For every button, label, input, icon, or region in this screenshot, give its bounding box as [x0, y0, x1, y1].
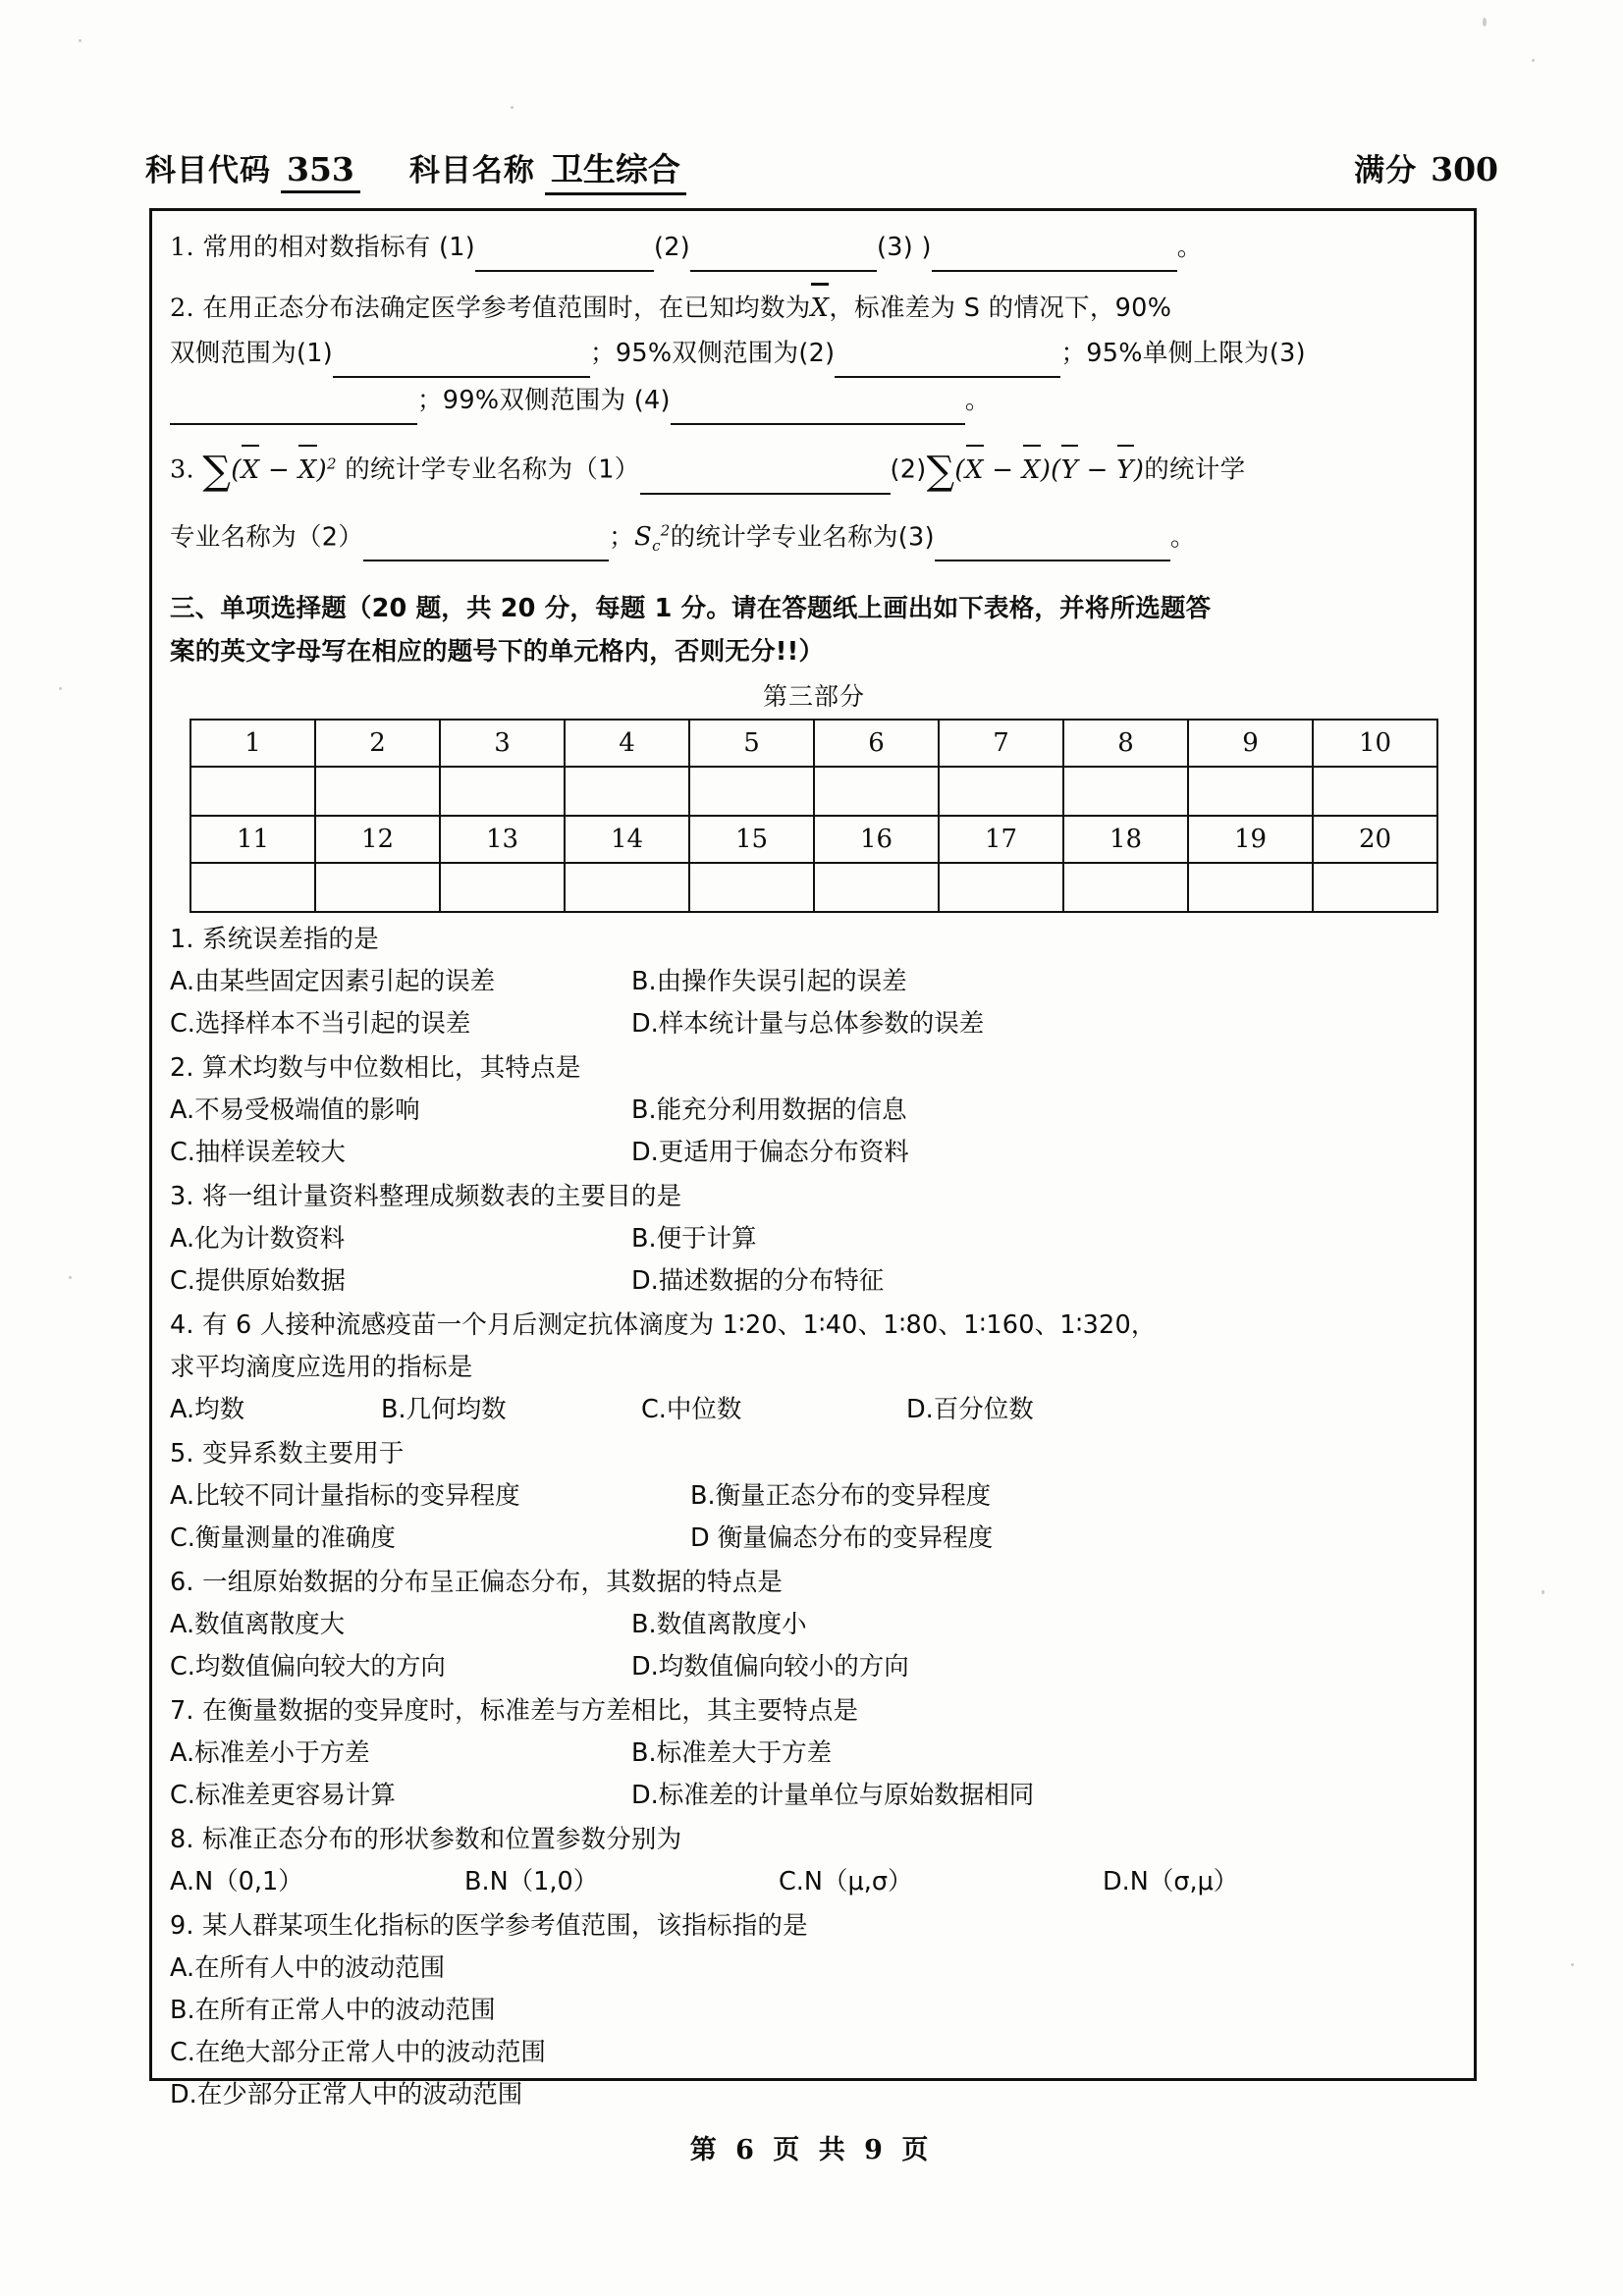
question-stem: 8. 标准正态分布的形状参数和位置参数分别为	[170, 1824, 682, 1854]
grid-answer-cell[interactable]	[315, 863, 440, 912]
mc-question-9	[170, 1905, 1458, 2116]
grid-answer-cell[interactable]	[1063, 767, 1188, 816]
scan-speckle	[69, 1276, 72, 1279]
scan-speckle	[1532, 59, 1535, 62]
answer-grid-answer-row-1[interactable]	[190, 767, 1437, 816]
fib2-l2c: ；95%单侧上限为(3)	[1060, 339, 1306, 368]
fib2-blank-2[interactable]	[835, 331, 1060, 378]
grid-number-cell: 10	[1313, 720, 1437, 767]
grid-answer-cell[interactable]	[814, 863, 939, 912]
fib2-l3a: ；99%双侧范围为 (4)	[417, 386, 671, 415]
footer-text-a: 第	[689, 2135, 722, 2165]
answer-grid-number-row-2	[190, 816, 1437, 863]
option-d[interactable]: D.均数值偏向较小的方向	[631, 1651, 909, 1682]
fib1-part2: (2)	[653, 233, 691, 262]
mc-question-2	[170, 1047, 1458, 1174]
grid-answer-cell[interactable]	[939, 767, 1063, 816]
fib3-l2end: 。	[1169, 522, 1196, 553]
fib2-l2a: 双侧范围为(1)	[170, 339, 334, 368]
question-stem: 1. 系统误差指的是	[170, 924, 379, 954]
sc-squared-symbol: $S_c^2$	[633, 521, 671, 556]
option-c[interactable]: C.衡量测量的准确度	[170, 1522, 396, 1553]
mc-question-3	[170, 1176, 1458, 1303]
question-options	[170, 1604, 1458, 1688]
question-stem-cont: 求平均滴度应选用的指标是	[170, 1352, 473, 1382]
grid-answer-cell[interactable]	[190, 863, 315, 912]
option-c[interactable]: C.提供原始数据	[170, 1265, 346, 1296]
grid-number-cell: 14	[565, 816, 689, 863]
exam-header	[145, 144, 1500, 199]
question-options	[170, 1218, 1458, 1303]
option-c[interactable]: C.均数值偏向较大的方向	[170, 1651, 446, 1682]
footer-total-pages: 9	[864, 2135, 888, 2165]
grid-number-cell: 17	[939, 816, 1063, 863]
grid-answer-cell[interactable]	[689, 863, 814, 912]
fill-blank-question-2-line2	[170, 331, 1458, 378]
grid-answer-cell[interactable]	[1313, 863, 1437, 912]
fill-blank-question-2-line1	[170, 286, 1458, 331]
grid-answer-cell[interactable]	[315, 767, 440, 816]
question-box	[149, 208, 1477, 2109]
option-d[interactable]: D.描述数据的分布特征	[631, 1265, 885, 1296]
option-row	[170, 1218, 1458, 1260]
option-c[interactable]: C.标准差更容易计算	[170, 1780, 396, 1810]
subject-name-label: 科目名称	[408, 153, 535, 188]
grid-answer-cell[interactable]	[1188, 767, 1313, 816]
option-b[interactable]: B.数值离散度小	[631, 1609, 807, 1639]
page-footer	[0, 2128, 1623, 2166]
option-c[interactable]: C.抽样误差较大	[170, 1137, 346, 1167]
question-options	[170, 1475, 1458, 1560]
option-c[interactable]: C.N（μ,σ）	[779, 1866, 913, 1896]
fib1-part1: (1)	[438, 233, 475, 262]
grid-number-cell: 15	[689, 816, 814, 863]
option-b[interactable]: B.衡量正态分布的变异程度	[690, 1480, 992, 1511]
fib3-l1a: 的统计学专业名称为（1）	[345, 454, 640, 485]
option-row	[170, 1132, 1458, 1174]
grid-answer-cell[interactable]	[1313, 767, 1437, 816]
option-d[interactable]: D.更适用于偏态分布资料	[631, 1137, 909, 1167]
full-score-group	[1354, 145, 1500, 189]
subject-code-value: 353	[281, 150, 360, 193]
option-a[interactable]: A.标准差小于方差	[170, 1737, 370, 1768]
option-row	[170, 1260, 1458, 1303]
option-row	[170, 1733, 1458, 1775]
scan-speckle	[1483, 18, 1487, 27]
grid-number-cell: 18	[1063, 816, 1188, 863]
option-d[interactable]: D.样本统计量与总体参数的误差	[631, 1008, 985, 1039]
question-box-inner	[152, 211, 1474, 2116]
grid-number-cell: 20	[1313, 816, 1437, 863]
full-score-label: 满分	[1354, 153, 1418, 188]
fib2-blank-3[interactable]	[170, 378, 417, 425]
option-row	[170, 1646, 1458, 1688]
option-row	[170, 1518, 1458, 1560]
answer-grid-number-row-1	[190, 720, 1437, 767]
grid-answer-cell[interactable]	[1063, 863, 1188, 912]
sum-sq-formula: $\sum(X - X)^2$	[202, 448, 337, 494]
option-d[interactable]: D.N（σ,μ）	[1103, 1866, 1239, 1896]
fib1-blank-1[interactable]	[475, 225, 654, 272]
fib3-l1b: (2)	[890, 454, 927, 485]
grid-number-cell: 12	[315, 816, 440, 863]
option-c[interactable]: C.在绝大部分正常人中的波动范围	[170, 2037, 546, 2067]
option-a[interactable]: A.数值离散度大	[170, 1609, 346, 1639]
question-stem: 7. 在衡量数据的变异度时，标准差与方差相比，其主要特点是	[170, 1695, 859, 1726]
scan-speckle	[1542, 1590, 1544, 1594]
grid-answer-cell[interactable]	[440, 863, 565, 912]
mc-question-6	[170, 1562, 1458, 1688]
grid-answer-cell[interactable]	[939, 863, 1063, 912]
sum-cross-formula: ∑(X − X)(Y − Y)	[926, 448, 1145, 494]
section-3-heading-line1: 三、单项选择题（20 题，共 20 分，每题 1 分。请在答题纸上画出如下表格，并将所选题答	[170, 593, 1212, 623]
x-bar-symbol: X	[811, 286, 830, 331]
answer-grid-answer-row-2[interactable]	[190, 863, 1437, 912]
fib3-l2c: 的统计学专业名称为(3)	[670, 522, 935, 553]
scan-speckle	[59, 687, 62, 690]
option-d[interactable]: D 衡量偏态分布的变异程度	[690, 1522, 994, 1553]
grid-number-cell: 7	[939, 720, 1063, 767]
fib3-l2a: 专业名称为（2）	[170, 522, 364, 553]
option-row	[170, 1475, 1458, 1518]
mc-question-1	[170, 919, 1458, 1045]
scan-speckle	[511, 106, 514, 109]
subject-name-value: 卫生综合	[545, 144, 686, 195]
option-d[interactable]: D.百分位数	[906, 1394, 1034, 1424]
fib3-blank-3[interactable]	[935, 514, 1170, 561]
fib2-number: 2.	[170, 294, 194, 323]
grid-number-cell: 13	[440, 816, 565, 863]
grid-number-cell: 6	[814, 720, 939, 767]
grid-number-cell: 2	[315, 720, 440, 767]
mc-question-4	[170, 1305, 1458, 1431]
option-b[interactable]: B.N（1,0）	[464, 1866, 599, 1896]
question-options	[170, 961, 1458, 1045]
option-row	[170, 1604, 1458, 1646]
fib2-blank-4[interactable]	[671, 378, 965, 425]
option-a[interactable]: A.不易受极端值的影响	[170, 1095, 420, 1125]
option-a[interactable]: A.均数	[170, 1394, 245, 1424]
option-b[interactable]: B.能充分利用数据的信息	[631, 1095, 907, 1125]
fib1-blank-3[interactable]	[932, 225, 1177, 272]
option-c[interactable]: C.选择样本不当引起的误差	[170, 1008, 471, 1039]
footer-page-number: 6	[735, 2135, 759, 2165]
grid-number-cell: 11	[190, 816, 315, 863]
grid-answer-cell[interactable]	[565, 767, 689, 816]
section-3-heading-line2: 案的英文字母写在相应的题号下的单元格内，否则无分!!）	[170, 636, 825, 667]
option-a[interactable]: A.N（0,1）	[170, 1866, 303, 1896]
option-b[interactable]: B.由操作失误引起的误差	[631, 966, 907, 996]
grid-answer-cell[interactable]	[1188, 863, 1313, 912]
grid-number-cell: 3	[440, 720, 565, 767]
grid-answer-cell[interactable]	[190, 767, 315, 816]
grid-number-cell: 16	[814, 816, 939, 863]
answer-grid[interactable]	[189, 719, 1438, 913]
option-a[interactable]: A.在所有人中的波动范围	[170, 1952, 446, 1983]
fib2-text-a: 在用正态分布法确定医学参考值范围时，在已知均数为	[202, 294, 811, 323]
scan-speckle	[79, 39, 81, 42]
fill-blank-question-3-line1	[170, 441, 1458, 495]
fib1-blank-2[interactable]	[690, 225, 877, 272]
fib1-text: 常用的相对数指标有	[202, 233, 431, 262]
question-options	[170, 1733, 1458, 1817]
grid-number-cell: 1	[190, 720, 315, 767]
fib1-number: 1.	[170, 233, 194, 262]
option-row	[170, 961, 1458, 1003]
mc-question-5	[170, 1433, 1458, 1560]
question-stem: 9. 某人群某项生化指标的医学参考值范围，该指标指的是	[170, 1910, 808, 1941]
option-b[interactable]: B.几何均数	[381, 1394, 507, 1424]
option-row	[170, 1090, 1458, 1132]
part-title: 第三部分	[762, 681, 865, 711]
fib3-l1c: 的统计学	[1144, 454, 1246, 485]
option-a[interactable]: A.化为计数资料	[170, 1223, 346, 1254]
option-row	[170, 1003, 1458, 1045]
grid-answer-cell[interactable]	[565, 863, 689, 912]
grid-answer-cell[interactable]	[440, 767, 565, 816]
scan-speckle	[1571, 1963, 1574, 1966]
full-score-value: 300	[1431, 150, 1498, 188]
option-c[interactable]: C.中位数	[641, 1394, 742, 1424]
question-stem: 3. 将一组计量资料整理成频数表的主要目的是	[170, 1181, 682, 1211]
option-d[interactable]: D.在少部分正常人中的波动范围	[170, 2079, 523, 2109]
option-row	[170, 1775, 1458, 1817]
fib2-l2b: ；95%双侧范围为(2)	[590, 339, 836, 368]
fill-blank-question-2-line3	[170, 378, 1458, 425]
question-stem: 5. 变异系数主要用于	[170, 1438, 405, 1468]
option-row	[170, 1861, 1458, 1903]
fill-blank-question-1	[170, 225, 1458, 272]
mc-question-8	[170, 1819, 1458, 1903]
grid-answer-cell[interactable]	[814, 767, 939, 816]
grid-number-cell: 4	[565, 720, 689, 767]
question-stem: 2. 算术均数与中位数相比，其特点是	[170, 1052, 581, 1083]
fib3-number: 3.	[170, 454, 194, 485]
option-b[interactable]: B.便于计算	[631, 1223, 757, 1254]
grid-number-cell: 5	[689, 720, 814, 767]
fib3-l2b: ；	[609, 522, 634, 553]
question-stem: 4. 有 6 人接种流感疫苗一个月后测定抗体滴度为 1∶20、1∶40、1∶80、1∶160、1∶320，	[170, 1309, 1157, 1340]
fib2-l3end: 。	[964, 386, 991, 415]
option-row	[170, 1389, 1458, 1431]
fib3-blank-2[interactable]	[363, 514, 609, 561]
fib2-text-b: ，标准差为 S 的情况下，90%	[829, 294, 1172, 323]
option-a[interactable]: A.比较不同计量指标的变异程度	[170, 1480, 520, 1511]
mc-question-7	[170, 1690, 1458, 1817]
fib1-end: 。	[1176, 233, 1203, 262]
question-options	[170, 1090, 1458, 1174]
sigma-icon: ∑	[202, 448, 232, 494]
option-d[interactable]: D.标准差的计量单位与原始数据相同	[631, 1780, 1035, 1810]
subject-code-label: 科目代码	[145, 153, 271, 188]
option-b[interactable]: B.标准差大于方差	[631, 1737, 833, 1768]
sigma-icon: ∑	[926, 448, 955, 494]
grid-number-cell: 9	[1188, 720, 1313, 767]
option-a[interactable]: A.由某些固定因素引起的误差	[170, 966, 496, 996]
fib2-blank-1[interactable]	[333, 331, 590, 378]
footer-text-c: 页	[901, 2135, 934, 2165]
fib1-part3: (3) )	[877, 233, 932, 262]
fill-blank-question-3-line2	[170, 508, 1458, 569]
grid-number-cell: 19	[1188, 816, 1313, 863]
option-b[interactable]: B.在所有正常人中的波动范围	[170, 1995, 496, 2025]
footer-text-b: 页 共	[773, 2135, 850, 2165]
grid-answer-cell[interactable]	[689, 767, 814, 816]
question-stem: 6. 一组原始数据的分布呈正偏态分布，其数据的特点是	[170, 1567, 784, 1597]
fib3-blank-1[interactable]	[640, 448, 891, 495]
grid-number-cell: 8	[1063, 720, 1188, 767]
